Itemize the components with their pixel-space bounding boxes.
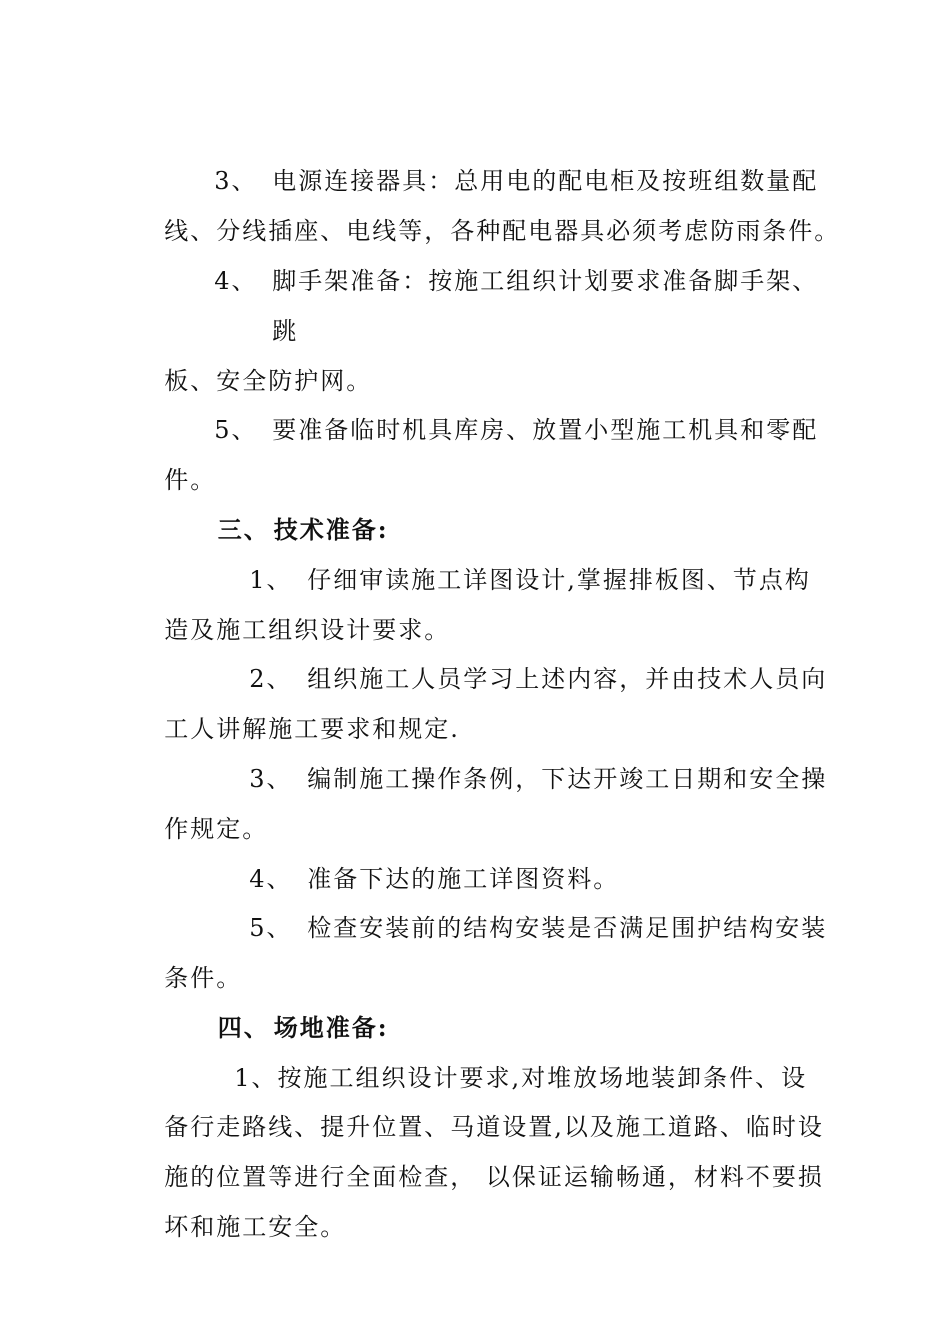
- line-text: 仔细审读施工详图设计,掌握排板图、节点构: [307, 566, 811, 594]
- line-text: 坏和施工安全。: [164, 1213, 347, 1241]
- section-number: 四、: [217, 1013, 270, 1042]
- line-text: 脚手架准备：按施工组织计划要求准备脚手架、: [272, 267, 819, 295]
- line-text: 备行走路线、提升位置、马道设置,以及施工道路、临时设: [164, 1113, 824, 1141]
- item-number: 5、: [214, 416, 258, 444]
- line-text: 检查安装前的结构安装是否满足围护结构安装: [307, 914, 828, 942]
- line-text: 跳: [272, 317, 299, 345]
- item-number: 5、: [249, 914, 293, 942]
- paragraph-line: [230, 883, 827, 943]
- line-text: 板、安全防护网。: [164, 367, 373, 395]
- line-text: 要准备临时机具库房、放置小型施工机具和零配: [272, 416, 819, 444]
- item-number: 2、: [249, 665, 293, 693]
- section-title: 技术准备:: [273, 515, 389, 544]
- line-text: 件。: [164, 466, 217, 494]
- item-number: 4、: [249, 865, 293, 893]
- line-text: 作规定。: [164, 815, 269, 843]
- item-number: 4、: [214, 267, 258, 295]
- line-text: 编制施工操作条例，下达开竣工日期和安全操: [307, 765, 828, 793]
- item-number: 3、: [214, 167, 258, 195]
- line-text: 电源连接器具：总用电的配电柜及按班组数量配: [272, 167, 819, 195]
- line-text: 条件。: [164, 964, 243, 992]
- paragraph-line: [195, 385, 818, 445]
- line-text: 线、分线插座、电线等，各种配电器具必须考虑防雨条件。: [164, 217, 841, 245]
- section-number: 三、: [217, 515, 270, 544]
- line-text: 1、按施工组织设计要求,对堆放场地装卸条件、设: [234, 1064, 808, 1092]
- paragraph-line: [230, 734, 827, 794]
- line-text: 造及施工组织设计要求。: [164, 616, 451, 644]
- line-text: 施的位置等进行全面检查， 以保证运输畅通，材料不要损: [164, 1163, 824, 1191]
- item-number: 3、: [249, 765, 293, 793]
- line-text: 组织施工人员学习上述内容，并由技术人员向: [307, 665, 828, 693]
- item-number: 1、: [249, 566, 293, 594]
- paragraph-line: [145, 1182, 346, 1242]
- line-text: 准备下达的施工详图资料。: [307, 865, 620, 893]
- line-text: 工人讲解施工要求和规定.: [164, 715, 460, 743]
- section-title: 场地准备:: [273, 1013, 389, 1042]
